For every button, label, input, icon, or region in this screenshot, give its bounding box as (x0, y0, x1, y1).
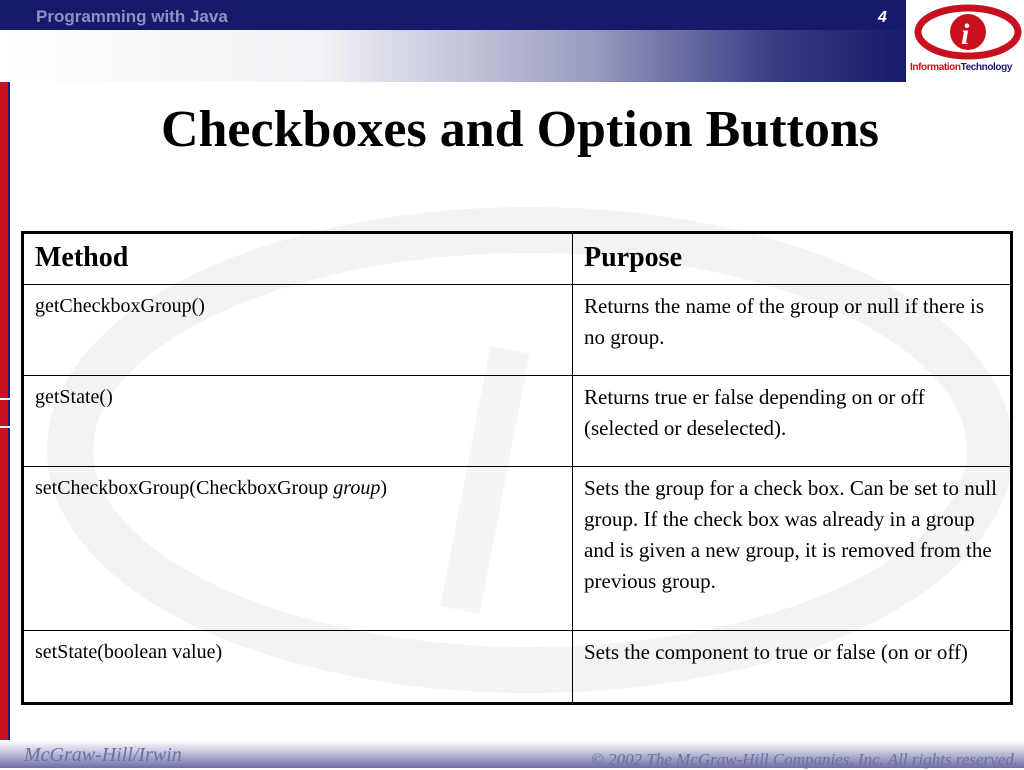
table-row (23, 631, 1012, 704)
information-technology-logo (906, 0, 1024, 82)
table-row (23, 467, 1012, 631)
methods-table (21, 231, 1013, 705)
method-cell: getCheckboxGroup() (23, 285, 573, 376)
left-notch (0, 398, 10, 400)
column-header-purpose: Purpose (573, 233, 1012, 285)
purpose-cell: Returns the name of the group or null if there is no group. (573, 285, 1012, 376)
slide-title: Checkboxes and Option Buttons (160, 101, 880, 158)
course-title: Programming with Java (36, 7, 228, 26)
svg-text:i: i (961, 18, 970, 51)
left-notch (0, 426, 10, 428)
table-row (23, 376, 1012, 467)
left-accent-bar (0, 82, 8, 742)
table-header-row (23, 233, 1012, 285)
purpose-cell: Sets the component to true or false (on or off) (573, 631, 1012, 704)
logo-wordmark: InformationTechnology (910, 62, 1012, 73)
slide-header (0, 0, 910, 82)
column-header-method: Method (23, 233, 573, 285)
method-cell: getState() (23, 376, 573, 467)
footer-copyright: © 2002 The McGraw-Hill Companies, Inc. All rights reserved. (590, 750, 1018, 769)
purpose-cell: Sets the group for a check box. Can be set to null group. If the check box was already in a group and is given a new group, it is removed from the previous group. (573, 467, 1012, 631)
method-cell: setState(boolean value) (23, 631, 573, 704)
purpose-cell: Returns true er false depending on or off (selected or deselected). (573, 376, 1012, 467)
slide-number: 4 (878, 9, 887, 26)
method-cell: setCheckboxGroup(CheckboxGroup group) (23, 467, 573, 631)
method-parameter: group (333, 477, 381, 499)
table-row (23, 285, 1012, 376)
footer-publisher: McGraw-Hill/Irwin (24, 744, 182, 766)
